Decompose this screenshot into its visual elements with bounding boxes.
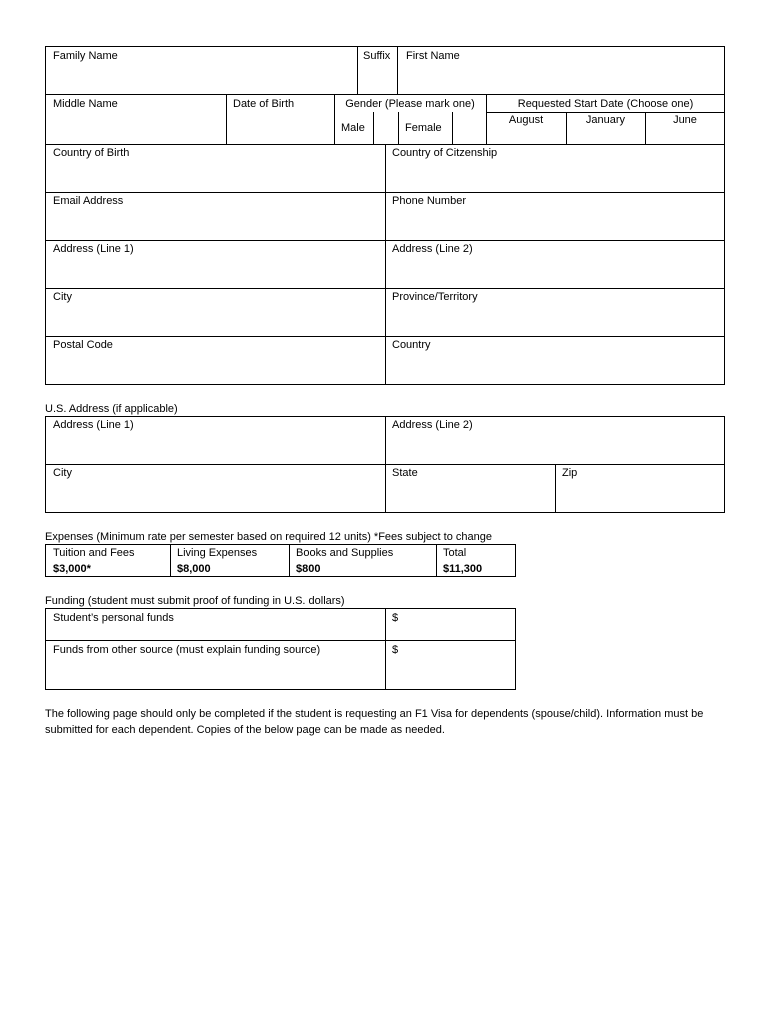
- postal-code-field[interactable]: Postal Code: [53, 339, 113, 351]
- books-value: $800: [296, 563, 321, 575]
- us-city-field[interactable]: City: [53, 467, 72, 479]
- first-name-field[interactable]: First Name: [406, 50, 460, 62]
- other-funds-amount-field[interactable]: $: [392, 644, 399, 656]
- suffix-field[interactable]: Suffix: [363, 50, 391, 62]
- gender-header: Gender (Please mark one): [345, 98, 475, 110]
- living-expenses-value: $8,000: [177, 563, 211, 575]
- living-expenses-label: Living Expenses: [177, 547, 258, 559]
- address-line1-field[interactable]: Address (Line 1): [53, 243, 134, 255]
- family-name-field[interactable]: Family Name: [53, 50, 118, 62]
- gender-male-checkbox[interactable]: [374, 113, 398, 143]
- city-field[interactable]: City: [53, 291, 72, 303]
- books-label: Books and Supplies: [296, 547, 394, 559]
- us-zip-field[interactable]: Zip: [562, 467, 578, 479]
- start-date-june-option[interactable]: June: [673, 114, 697, 126]
- tuition-value: $3,000*: [53, 563, 91, 575]
- personal-funds-amount-field[interactable]: $: [392, 612, 399, 624]
- start-date-header: Requested Start Date (Choose one): [517, 98, 694, 110]
- funding-heading: Funding (student must submit proof of funding in U.S. dollars): [45, 595, 345, 607]
- personal-funds-label: Student’s personal funds: [53, 612, 174, 624]
- start-date-january-option[interactable]: January: [585, 114, 626, 126]
- country-of-citizenship-field[interactable]: Country of Citzenship: [392, 147, 498, 159]
- us-address-heading: U.S. Address (if applicable): [45, 403, 178, 415]
- phone-field[interactable]: Phone Number: [392, 195, 466, 207]
- gender-female-label: Female: [405, 122, 442, 134]
- dependents-note: The following page should only be completed if the student is requesting an F1 Visa for dependents (spouse/child). Information must be submitted for each dependent. Copies of the below page can be made as needed.: [45, 708, 704, 736]
- gender-female-checkbox[interactable]: [453, 113, 486, 143]
- email-field[interactable]: Email Address: [53, 195, 124, 207]
- us-address-line2-field[interactable]: Address (Line 2): [392, 419, 473, 431]
- total-label: Total: [443, 547, 467, 559]
- country-field[interactable]: Country: [392, 339, 431, 351]
- middle-name-field[interactable]: Middle Name: [53, 98, 118, 110]
- expenses-heading: Expenses (Minimum rate per semester based on required 12 units) *Fees subject to change: [45, 531, 492, 543]
- country-of-birth-field[interactable]: Country of Birth: [53, 147, 130, 159]
- us-state-field[interactable]: State: [392, 467, 418, 479]
- total-value: $11,300: [443, 563, 483, 575]
- us-address-line1-field[interactable]: Address (Line 1): [53, 419, 134, 431]
- gender-male-label: Male: [341, 122, 365, 134]
- start-date-august-option[interactable]: August: [508, 114, 544, 126]
- date-of-birth-field[interactable]: Date of Birth: [233, 98, 295, 110]
- province-field[interactable]: Province/Territory: [392, 291, 478, 303]
- other-funds-label: Funds from other source (must explain funding source): [53, 644, 321, 656]
- tuition-label: Tuition and Fees: [53, 547, 135, 559]
- address-line2-field[interactable]: Address (Line 2): [392, 243, 473, 255]
